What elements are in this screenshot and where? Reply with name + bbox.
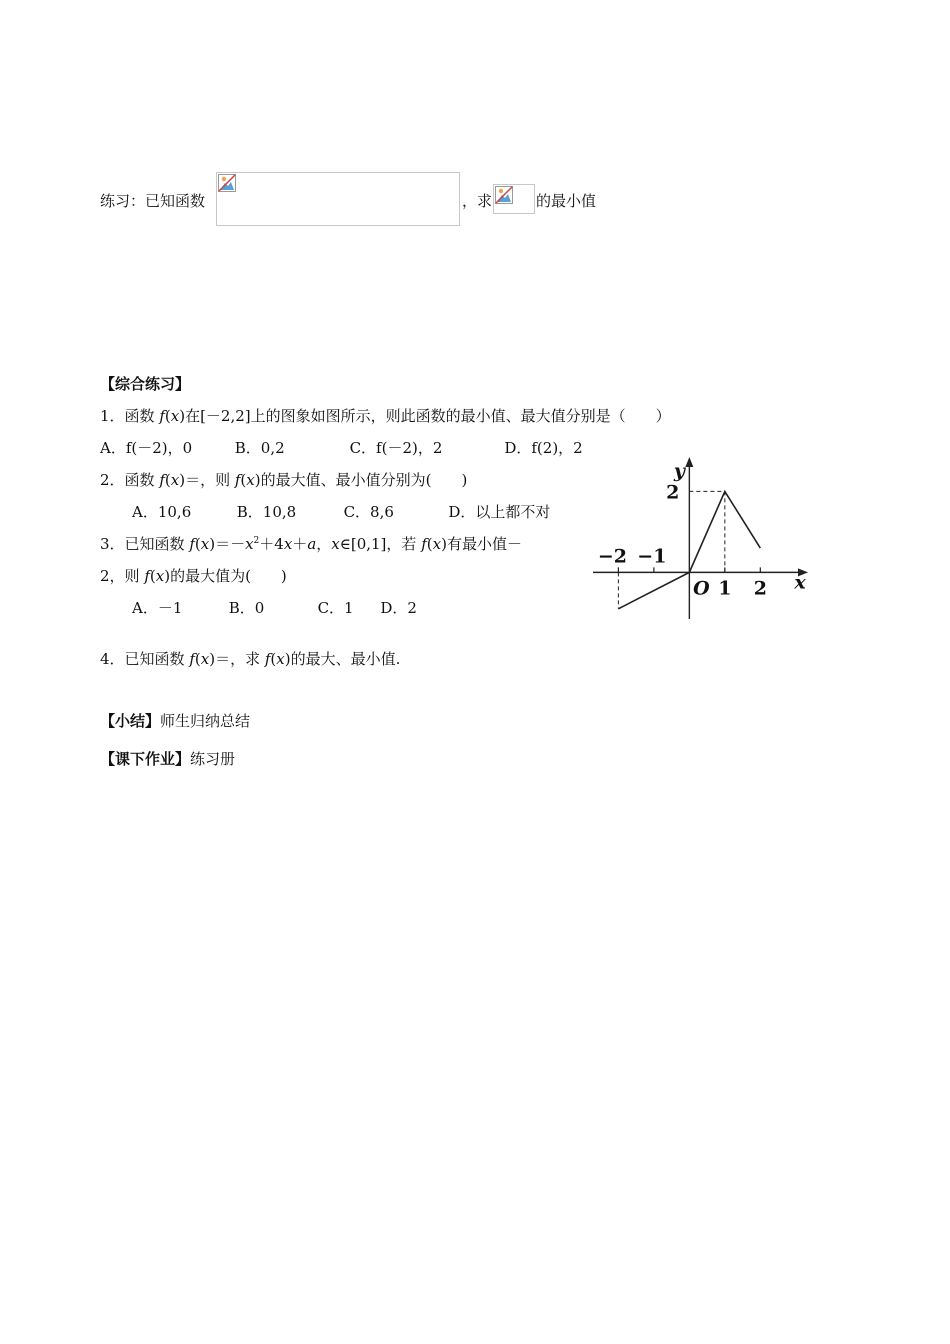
question-4: 4．已知函数 f(x)＝，求 f(x)的最大、最小值. [100,650,401,668]
practice-prefix: 练习：已知函数 [100,192,206,210]
q1-option-d: D．f(2)，2 [504,439,583,457]
question-2: 2．函数 f(x)＝，则 f(x)的最大值、最小值分别为( ) [100,471,468,489]
q2-option-b: B．10,8 [236,503,297,521]
practice-suffix: 的最小值 [536,192,597,210]
practice-line [100,190,205,211]
x-axis-label: x [794,571,806,594]
question-1: 1．函数 f(x)在[－2,2]上的图象如图所示，则此函数的最小值、最大值分别是（ ） [100,407,671,425]
q1-option-b: B．0,2 [234,439,285,457]
q3-option-a: A．－1 [132,599,183,617]
section-title: 【综合练习】 [100,375,191,393]
homework-line [100,748,235,769]
question-3-options [132,597,417,618]
question-1-options [100,437,583,458]
q2-option-d: D．以上都不对 [448,503,551,521]
homework-label: 【课下作业】 [100,750,191,768]
q3-option-d: D．2 [380,599,417,617]
question-2-options [132,501,550,522]
question-3-line-1: 3．已知函数 $f(x)=-x^2+4x+a$，x∈[0,1]，若 f(x)有最小值－ [100,535,522,553]
x-tick-label-neg2: −2 [597,545,627,568]
y-axis-arrow [685,457,693,467]
broken-image-icon [495,186,513,204]
x-tick-label-2: 2 [753,577,767,600]
broken-image-formula-1 [216,172,460,226]
practice-suffix-wrap [536,190,596,211]
summary-line [100,710,250,731]
y-tick-label-2: 2 [666,481,680,504]
summary-label: 【小结】 [100,712,161,730]
q2-option-a: A．10,6 [132,503,192,521]
y-axis-label: y [673,460,685,482]
origin-label: O [693,577,710,600]
practice-middle-wrap [462,190,492,211]
summary-text: 师生归纳总结 [160,712,251,730]
q3-option-c: C．1 [317,599,354,617]
q2-option-c: C．8,6 [343,503,394,521]
x-tick-label-1: 1 [718,577,732,600]
practice-middle: ，求 [462,192,493,210]
q3-option-b: B．0 [228,599,265,617]
q1-option-c: C．f(－2)，2 [349,439,443,457]
q1-option-a: A．f(－2)，0 [100,439,193,457]
broken-image-formula-2 [493,184,535,214]
question-3-line-2: 2，则 f(x)的最大值为( ) [100,567,287,585]
function-graph [590,455,810,625]
broken-image-icon [218,174,236,192]
x-tick-label-neg1: −1 [637,545,667,568]
homework-text: 练习册 [190,750,236,768]
